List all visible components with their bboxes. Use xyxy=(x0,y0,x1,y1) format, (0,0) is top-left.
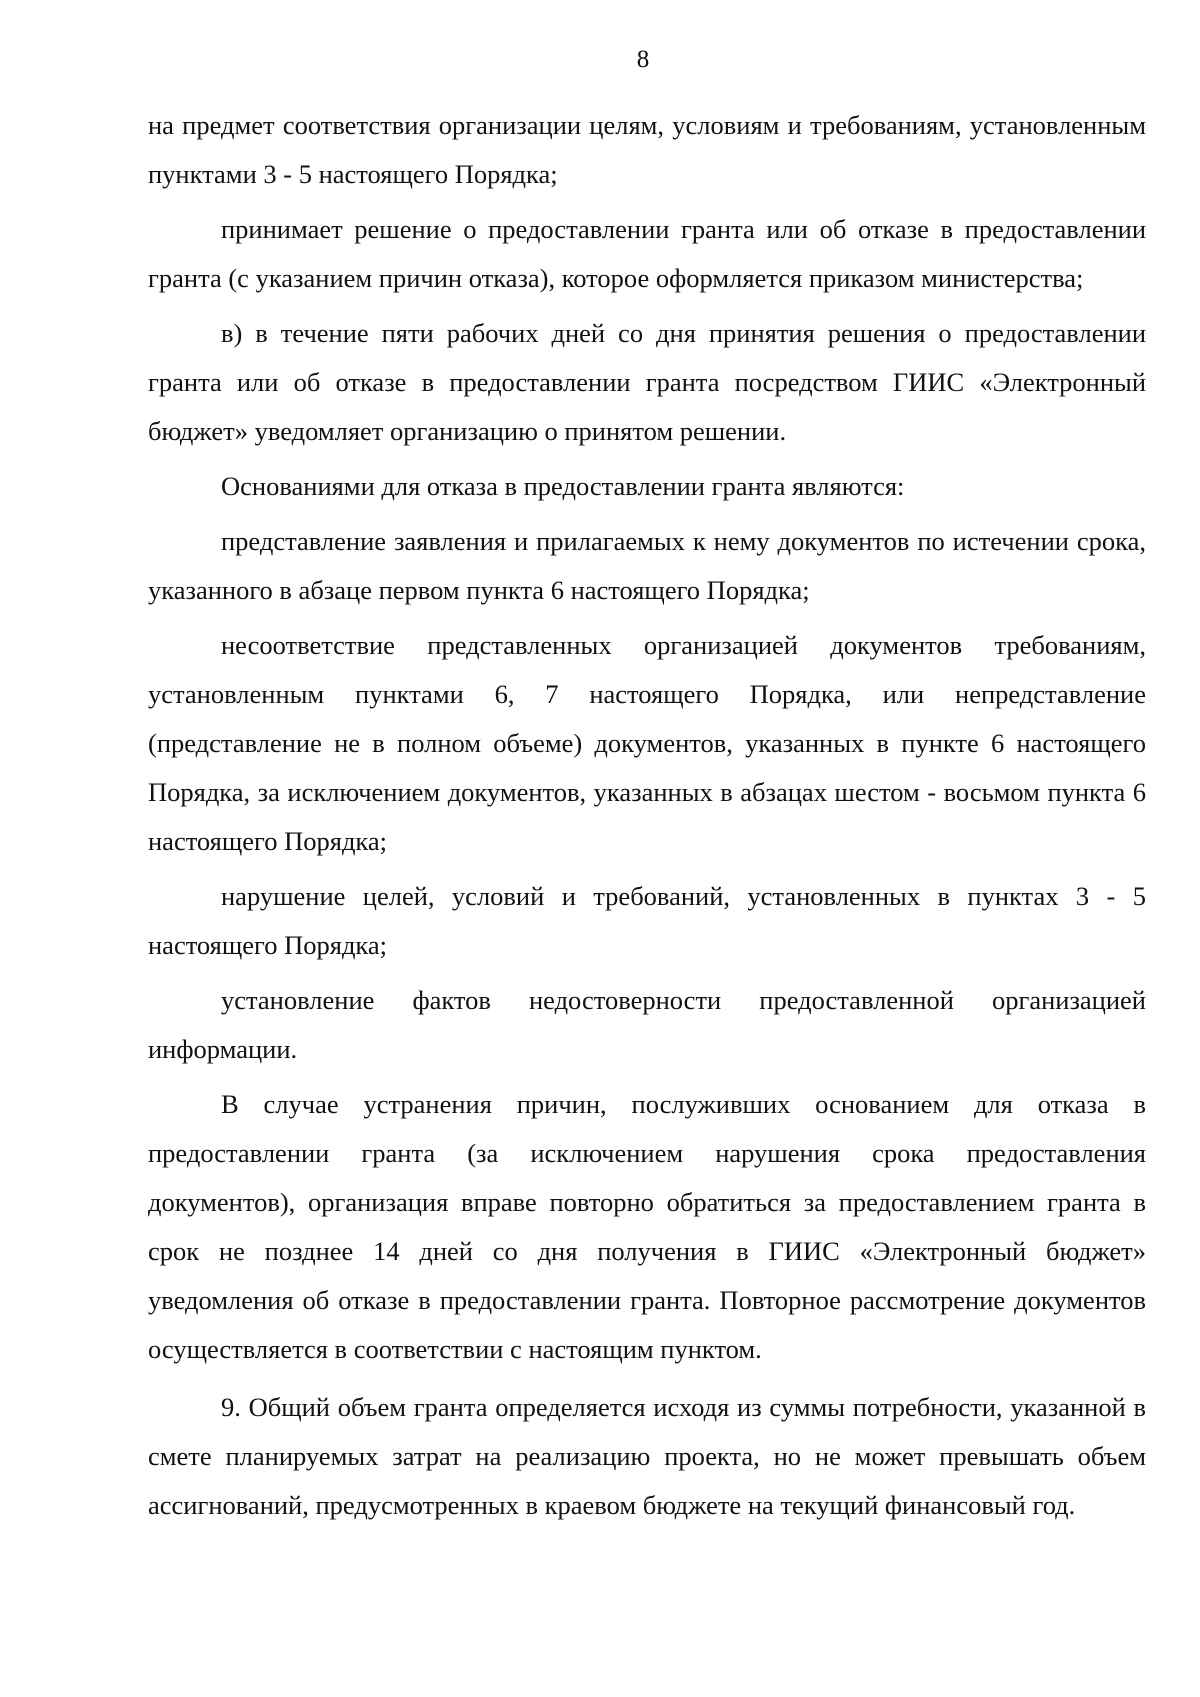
paragraph-resubmission: В случае устранения причин, послуживших основанием для отказа в предоставлении гранта (за исключением нарушения срока предоставления документов), организация вправе повторно обратиться за предоставлением гранта в срок не позднее 14 дней со дня получения в ГИИС «Электронный бюджет» уведомления об отказе в предоставлении гранта. Повторное рассмотрение документов осуществляется в соответствии с настоящим пунктом. xyxy=(148,1089,1146,1364)
paragraph-late-submission: представление заявления и прилагаемых к нему документов по истечении срока, указанного в абзаце первом пункта 6 настоящего Порядка; xyxy=(148,526,1146,605)
paragraph-inaccuracy: установление фактов недостоверности предоставленной организацией информации. xyxy=(148,985,1146,1064)
document-body xyxy=(148,101,1146,1530)
paragraph-violation: нарушение целей, условий и требований, установленных в пунктах 3 - 5 настоящего Порядка; xyxy=(148,881,1146,960)
page-number: 8 xyxy=(636,46,650,73)
paragraph-notification: в) в течение пяти рабочих дней со дня принятия решения о предоставлении гранта или об отказе в предоставлении гранта посредством ГИИС «Электронный бюджет» уведомляет организацию о принятом решении. xyxy=(148,318,1146,446)
paragraph-refusal-grounds-heading: Основаниями для отказа в предоставлении гранта являются: xyxy=(221,471,905,501)
paragraph-item-9: 9. Общий объем гранта определяется исходя из суммы потребности, указанной в смете планируемых затрат на реализацию проекта, но не может превышать объем ассигнований, предусмотренных в краевом бюджете на текущий финансовый год. xyxy=(148,1392,1146,1520)
paragraph-decision: принимает решение о предоставлении гранта или об отказе в предоставлении гранта (с указанием причин отказа), которое оформляется приказом министерства; xyxy=(148,214,1146,293)
paragraph-nonconformity: несоответствие представленных организацией документов требованиям, установленным пунктами 6, 7 настоящего Порядка, или непредставление (представление не в полном объеме) документов, указанных в пункте 6 настоящего Порядка, за исключением документов, указанных в абзацах шестом - восьмом пункта 6 настоящего Порядка; xyxy=(148,630,1146,856)
paragraph-evaluation-criteria: на предмет соответствия организации целям, условиям и требованиям, установленным пунктами 3 - 5 настоящего Порядка; xyxy=(148,110,1146,189)
